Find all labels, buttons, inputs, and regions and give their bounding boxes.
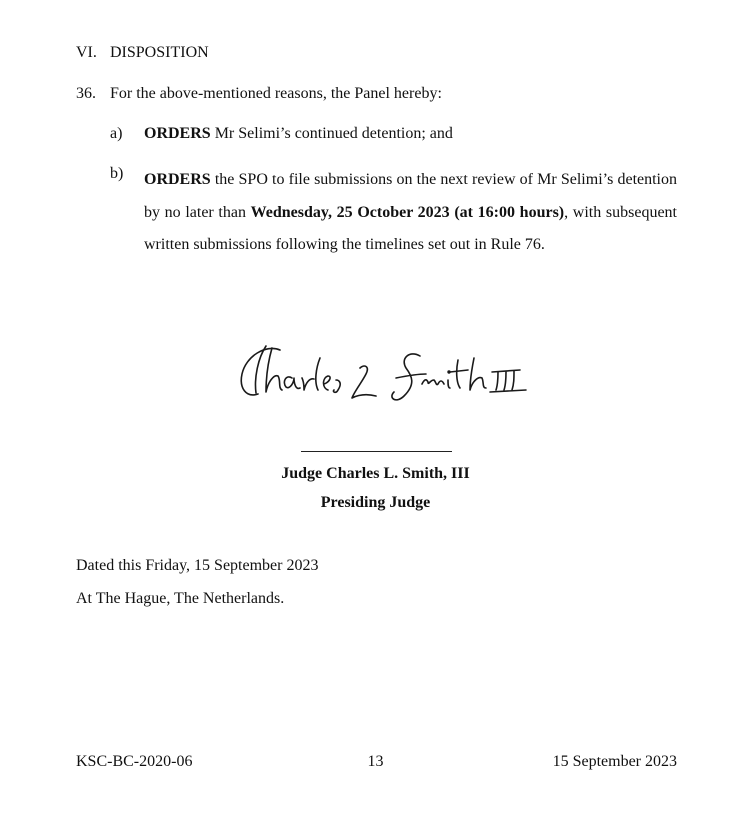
dated-line: Dated this Friday, 15 September 2023 (76, 557, 319, 574)
handwritten-signature (236, 338, 536, 413)
section-title: DISPOSITION (110, 44, 209, 61)
paragraph-number: 36. (76, 85, 96, 102)
order-item-b (144, 164, 677, 262)
footer-page-number: 13 (367, 753, 384, 770)
footer-date: 15 September 2023 (552, 753, 677, 770)
order-item-b-label-row (110, 164, 144, 184)
order-text-b-part1: the SPO to file submissions on the next review of Mr Selimi’s detention by no later than (144, 171, 677, 221)
order-text-a: Mr Selimi’s continued detention; and (210, 125, 453, 142)
order-text-b-part2: , with subsequent written submissions following the timelines set out in Rule 76. (144, 203, 678, 253)
order-verb-b: ORDERS (144, 171, 211, 188)
footer-case-number: KSC-BC-2020-06 (76, 753, 193, 770)
section-heading (76, 43, 209, 63)
section-number: VI. (76, 44, 97, 61)
order-label-b: b) (110, 165, 124, 182)
order-verb-a: ORDERS (144, 125, 211, 142)
judge-name: Judge Charles L. Smith, III (281, 465, 470, 482)
order-item-a (110, 124, 453, 144)
order-deadline: Wednesday, 25 October 2023 (at 16:00 hours) (250, 203, 565, 221)
judge-title: Presiding Judge (320, 494, 431, 511)
order-label-a: a) (110, 125, 123, 142)
paragraph-text: For the above-mentioned reasons, the Panel hereby: (110, 85, 442, 102)
place-line: At The Hague, The Netherlands. (76, 590, 285, 607)
paragraph-36 (76, 84, 442, 104)
signature-line (301, 451, 452, 452)
